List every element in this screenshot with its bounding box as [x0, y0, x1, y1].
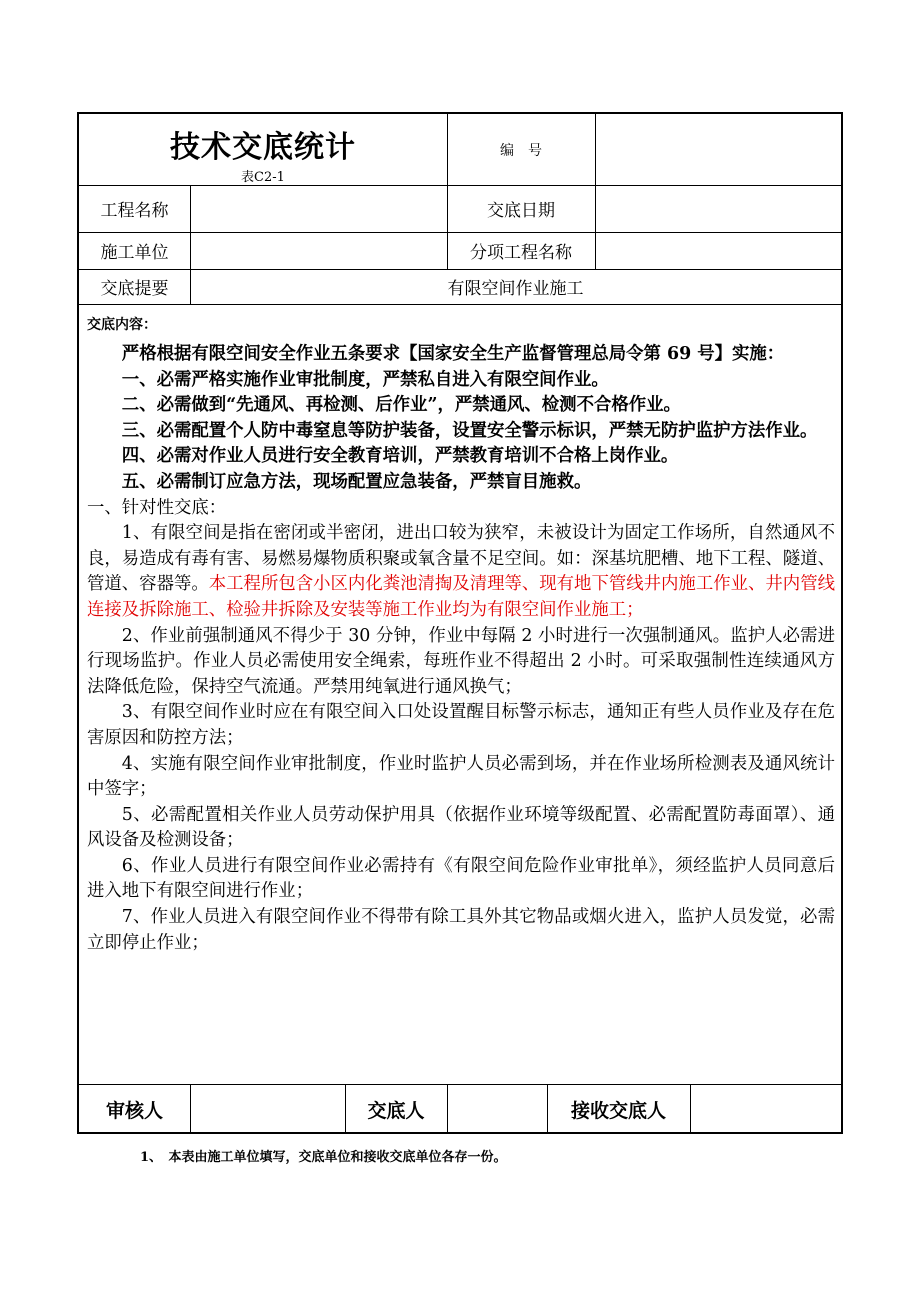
- number-label: 编 号: [500, 142, 542, 159]
- receiver-label: 接收交底人: [570, 1099, 666, 1122]
- rule-item: 二、必需做到“先通风、再检测、后作业”，严禁通风、检测不合格作业。: [121, 395, 681, 416]
- item-highlight-text: 本工程所包含小区内化粪池清掏及清理等、现有地下管线井内施工作业、井内管线连接及拆除施工、检验井拆除及安装等施工作业均为有限空间作业施工；: [87, 574, 835, 620]
- presenter-label: 交底人: [367, 1099, 425, 1122]
- contractor-field[interactable]: [190, 232, 447, 269]
- presenter-field[interactable]: [447, 1084, 547, 1134]
- item-text: 1、有限空间是指在密闭或半密闭，进出口较为狭窄，未被设计为固定工作场所，自然通风不良，易造成有毒有害、易燃易爆物质积聚或氧含量不足空间。如：深基坑肥槽、地下工程、隧道、管道、容器等。: [87, 523, 835, 595]
- sub-project-label: 分项工程名称: [470, 243, 572, 263]
- section-title: 一、针对性交底：: [87, 497, 227, 518]
- rule-item: 三、必需配置个人防中毒窒息等防护装备，设置安全警示标识，严禁无防护监护方法作业。: [121, 420, 818, 441]
- project-name-label: 工程名称: [100, 201, 169, 221]
- disclosure-form: [77, 112, 843, 1134]
- sub-project-field[interactable]: [595, 232, 841, 269]
- content-item: 7、作业人员进入有限空间作业不得带有除工具外其它物品或烟火进入，监护人员发觉，必需立即停止作业；: [87, 907, 835, 953]
- contractor-label: 施工单位: [100, 243, 169, 263]
- footnote: 1、 本表由施工单位填写，交底单位和接收交底单位各存一份。: [140, 1150, 507, 1165]
- content-item: 5、必需配置相关作业人员劳动保护用具（依据作业环境等级配置、必需配置防毒面罩）、通风设备及检测设备；: [87, 804, 835, 851]
- content-item: 2、作业前强制通风不得少于 30 分钟，作业中每隔 2 小时进行一次强制通风。监护人必需进行现场监护。作业人员必需使用安全绳索，每班作业不得超出 2 小时。可采取强制性连续通风方法降低危险，保持空气流通。严禁用纯氧进行通风换气；: [87, 625, 835, 697]
- reviewer-label: 审核人: [105, 1099, 163, 1122]
- content-item: [87, 521, 835, 623]
- rule-item: 一、必需严格实施作业审批制度，严禁私自进入有限空间作业。: [121, 369, 609, 390]
- reviewer-field[interactable]: [190, 1084, 345, 1134]
- form-code: 表C2-1: [241, 170, 285, 185]
- rule-item: 四、必需对作业人员进行安全教育培训，严禁教育培训不合格上岗作业。: [121, 446, 679, 467]
- date-field[interactable]: [595, 185, 841, 232]
- content-item: 3、有限空间作业时应在有限空间入口处设置醒目标警示标志，通知正有些人员作业及存在危害原因和防控方法；: [87, 702, 835, 748]
- receiver-field[interactable]: [690, 1084, 841, 1134]
- content-heading: 交底内容：: [87, 317, 157, 333]
- form-title: 技术交底统计: [170, 130, 356, 165]
- content-item: 4、实施有限空间作业审批制度，作业时监护人员必需到场，并在作业场所检测表及通风统计中签字；: [87, 753, 835, 800]
- summary-label: 交底提要: [100, 279, 169, 299]
- disclosure-content: [87, 314, 835, 956]
- date-label: 交底日期: [487, 201, 555, 221]
- project-name-field[interactable]: [190, 185, 447, 232]
- rule-item: 五、必需制订应急方法，现场配置应急装备，严禁盲目施救。: [121, 471, 592, 492]
- grid-line: [79, 304, 841, 305]
- content-item: 6、作业人员进行有限空间作业必需持有《有限空间危险作业审批单》，须经监护人员同意后进入地下有限空间进行作业；: [87, 855, 835, 902]
- number-field[interactable]: [595, 114, 841, 185]
- content-intro: 严格根据有限空间安全作业五条要求【国家安全生产监督管理总局令第 69 号】实施：: [121, 344, 785, 364]
- summary-field[interactable]: 有限空间作业施工: [447, 279, 584, 299]
